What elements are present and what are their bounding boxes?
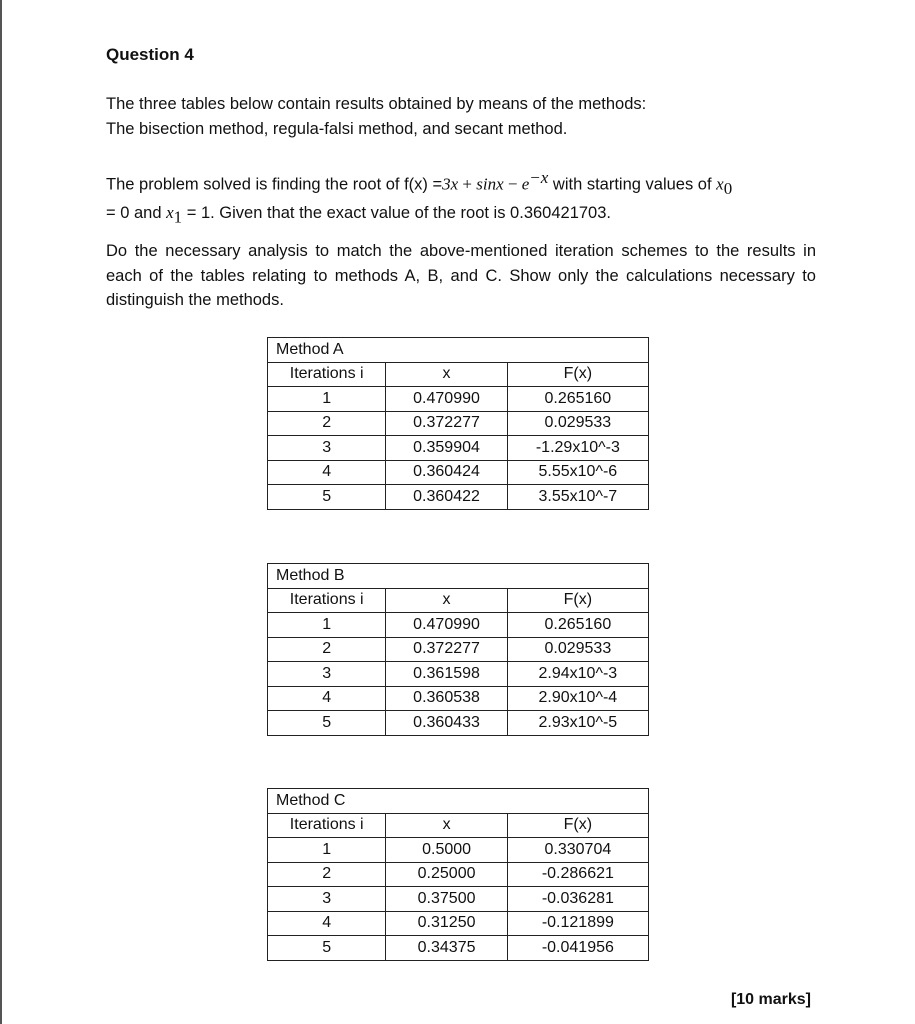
table-row <box>268 711 649 736</box>
cell-fx: -0.036281 <box>507 887 648 912</box>
table-row <box>268 436 649 461</box>
header-fx: F(x) <box>507 362 648 387</box>
expr-e: e <box>521 174 530 194</box>
intro-line-1: The three tables below contain results obtained by means of the methods: <box>106 95 647 113</box>
table-row <box>268 686 649 711</box>
header-x: x <box>386 813 507 838</box>
expr-e-exponent: −x <box>529 168 549 187</box>
header-iterations: Iterations i <box>268 813 386 838</box>
cell-fx: 2.90x10^-4 <box>507 686 648 711</box>
cell-fx: 2.94x10^-3 <box>507 662 648 687</box>
table-title-row <box>268 564 649 589</box>
x0-subscript: 0 <box>723 178 733 198</box>
expr-sinx: sinx <box>476 174 504 194</box>
table-row <box>268 613 649 638</box>
table-row <box>268 387 649 412</box>
problem-text-2: with starting values of <box>548 175 717 194</box>
header-iterations: Iterations i <box>268 588 386 613</box>
table-row <box>268 887 649 912</box>
header-fx: F(x) <box>507 813 648 838</box>
cell-x: 0.361598 <box>386 662 507 687</box>
cell-fx: 3.55x10^-7 <box>507 485 648 510</box>
cell-x: 0.25000 <box>386 862 507 887</box>
header-x: x <box>386 588 507 613</box>
table-title: Method B <box>268 564 649 589</box>
expr-3x: 3x <box>442 174 459 194</box>
cell-iteration: 2 <box>268 862 386 887</box>
cell-fx: -0.286621 <box>507 862 648 887</box>
table-row <box>268 862 649 887</box>
cell-iteration: 5 <box>268 485 386 510</box>
x0-symbol: x <box>716 174 724 194</box>
table-row <box>268 662 649 687</box>
cell-x: 0.470990 <box>386 613 507 638</box>
question-title: Question 4 <box>106 45 194 64</box>
table-row <box>268 936 649 961</box>
marks-label: [10 marks] <box>730 991 811 1008</box>
table-row <box>268 911 649 936</box>
cell-iteration: 3 <box>268 887 386 912</box>
cell-iteration: 3 <box>268 436 386 461</box>
table-row <box>268 485 649 510</box>
method-a-table <box>267 337 649 510</box>
expr-plus: + <box>458 174 477 194</box>
header-x: x <box>386 362 507 387</box>
header-fx: F(x) <box>507 588 648 613</box>
cell-iteration: 4 <box>268 686 386 711</box>
table-row <box>268 460 649 485</box>
cell-x: 0.34375 <box>386 936 507 961</box>
table-row <box>268 411 649 436</box>
cell-x: 0.372277 <box>386 411 507 436</box>
cell-fx: -0.121899 <box>507 911 648 936</box>
cell-x: 0.360424 <box>386 460 507 485</box>
table-row <box>268 838 649 863</box>
cell-x: 0.359904 <box>386 436 507 461</box>
cell-fx: -1.29x10^-3 <box>507 436 648 461</box>
cell-x: 0.37500 <box>386 887 507 912</box>
cell-x: 0.360433 <box>386 711 507 736</box>
method-b-table <box>267 563 649 736</box>
cell-fx: 0.265160 <box>507 387 648 412</box>
table-title: Method C <box>268 789 649 814</box>
task-paragraph: Do the necessary analysis to match the above-mentioned iteration schemes to the results in each of the tables relating to methods A, B, and C. Show only the calculations necessary to distinguish the methods. <box>106 242 816 309</box>
expr-minus: − <box>503 174 522 194</box>
cell-x: 0.372277 <box>386 637 507 662</box>
cell-fx: -0.041956 <box>507 936 648 961</box>
table-title: Method A <box>268 338 649 363</box>
page-edge <box>0 0 2 1024</box>
table-title-row <box>268 338 649 363</box>
method-c-table <box>267 788 649 961</box>
problem-text-1: The problem solved is finding the root of f(x) = <box>106 175 443 194</box>
cell-x: 0.470990 <box>386 387 507 412</box>
table-header-row <box>268 362 649 387</box>
x1-subscript: 1 <box>173 207 183 227</box>
cell-iteration: 4 <box>268 911 386 936</box>
cell-x: 0.31250 <box>386 911 507 936</box>
cell-fx: 0.029533 <box>507 637 648 662</box>
cell-iteration: 1 <box>268 838 386 863</box>
intro-paragraph <box>106 92 816 141</box>
header-iterations: Iterations i <box>268 362 386 387</box>
cell-iteration: 2 <box>268 411 386 436</box>
table-header-row <box>268 813 649 838</box>
table-title-row <box>268 789 649 814</box>
cell-iteration: 5 <box>268 936 386 961</box>
cell-fx: 5.55x10^-6 <box>507 460 648 485</box>
table-header-row <box>268 588 649 613</box>
cell-x: 0.360538 <box>386 686 507 711</box>
cell-x: 0.5000 <box>386 838 507 863</box>
cell-fx: 2.93x10^-5 <box>507 711 648 736</box>
cell-iteration: 1 <box>268 613 386 638</box>
cell-fx: 0.330704 <box>507 838 648 863</box>
problem-paragraph <box>106 166 816 230</box>
intro-line-2: The bisection method, regula-falsi method, and secant method. <box>106 119 568 138</box>
cell-fx: 0.029533 <box>507 411 648 436</box>
cell-iteration: 2 <box>268 637 386 662</box>
cell-iteration: 5 <box>268 711 386 736</box>
problem-text-3: = 0 and <box>106 204 167 223</box>
cell-x: 0.360422 <box>386 485 507 510</box>
problem-text-4: = 1. Given that the exact value of the root is 0.360421703. <box>182 204 611 223</box>
x1-symbol: x <box>166 203 174 223</box>
cell-iteration: 4 <box>268 460 386 485</box>
cell-iteration: 1 <box>268 387 386 412</box>
cell-fx: 0.265160 <box>507 613 648 638</box>
cell-iteration: 3 <box>268 662 386 687</box>
table-row <box>268 637 649 662</box>
